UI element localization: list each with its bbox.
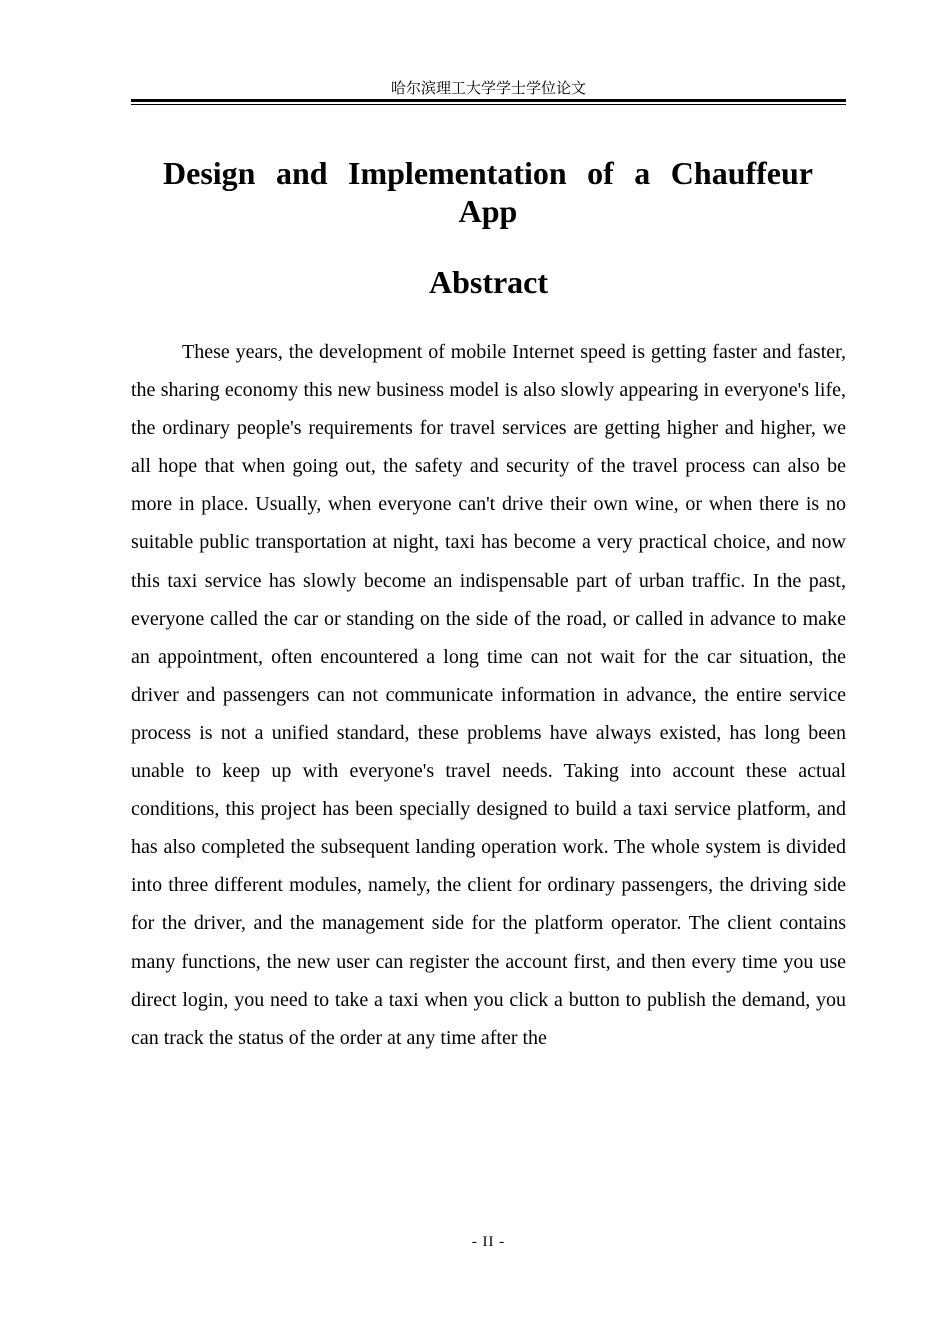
header-rule-thin bbox=[131, 104, 846, 105]
page-number: - II - bbox=[471, 1234, 506, 1250]
abstract-heading: Abstract bbox=[428, 264, 549, 300]
header-rule-thick bbox=[131, 99, 846, 102]
document-title: Design and Implementation of a Chauffeur App bbox=[163, 155, 813, 229]
abstract-paragraph: These years, the development of mobile Internet speed is getting faster and faster, the sharing economy this new business model is also slowly appearing in everyone's life, the ordinary people's requirements for travel services are getting higher and higher, we all hope that when going out, the safety and security of the travel process can also be more in place. Usually, when everyone can't drive their own wine, or when there is no suitable public transportation at night, taxi has become a very practical choice, and now this taxi service has slowly become an indispensable part of urban traffic. In the past, everyone called the car or standing on the side of the road, or called in advance to make an appointment, often encountered a long time can not wait for the car situation, the driver and passengers can not communicate information in advance, the entire service process is not a unified standard, these problems have always existed, has long been unable to keep up with everyone's travel needs. Taking into account these actual conditions, this project has been specially designed to build a taxi service platform, and has also completed the subsequent landing operation work. The whole system is divided into three different modules, namely, the client for ordinary passengers, the driving side for the driver, and the management side for the platform operator. The client contains many functions, the new user can register the account first, and then every time you use direct login, you need to take a taxi when you click a button to publish the demand, you can track the status of the order at any time after the bbox=[131, 341, 846, 1049]
running-header: 哈尔滨理工大学学士学位论文 bbox=[390, 79, 586, 97]
